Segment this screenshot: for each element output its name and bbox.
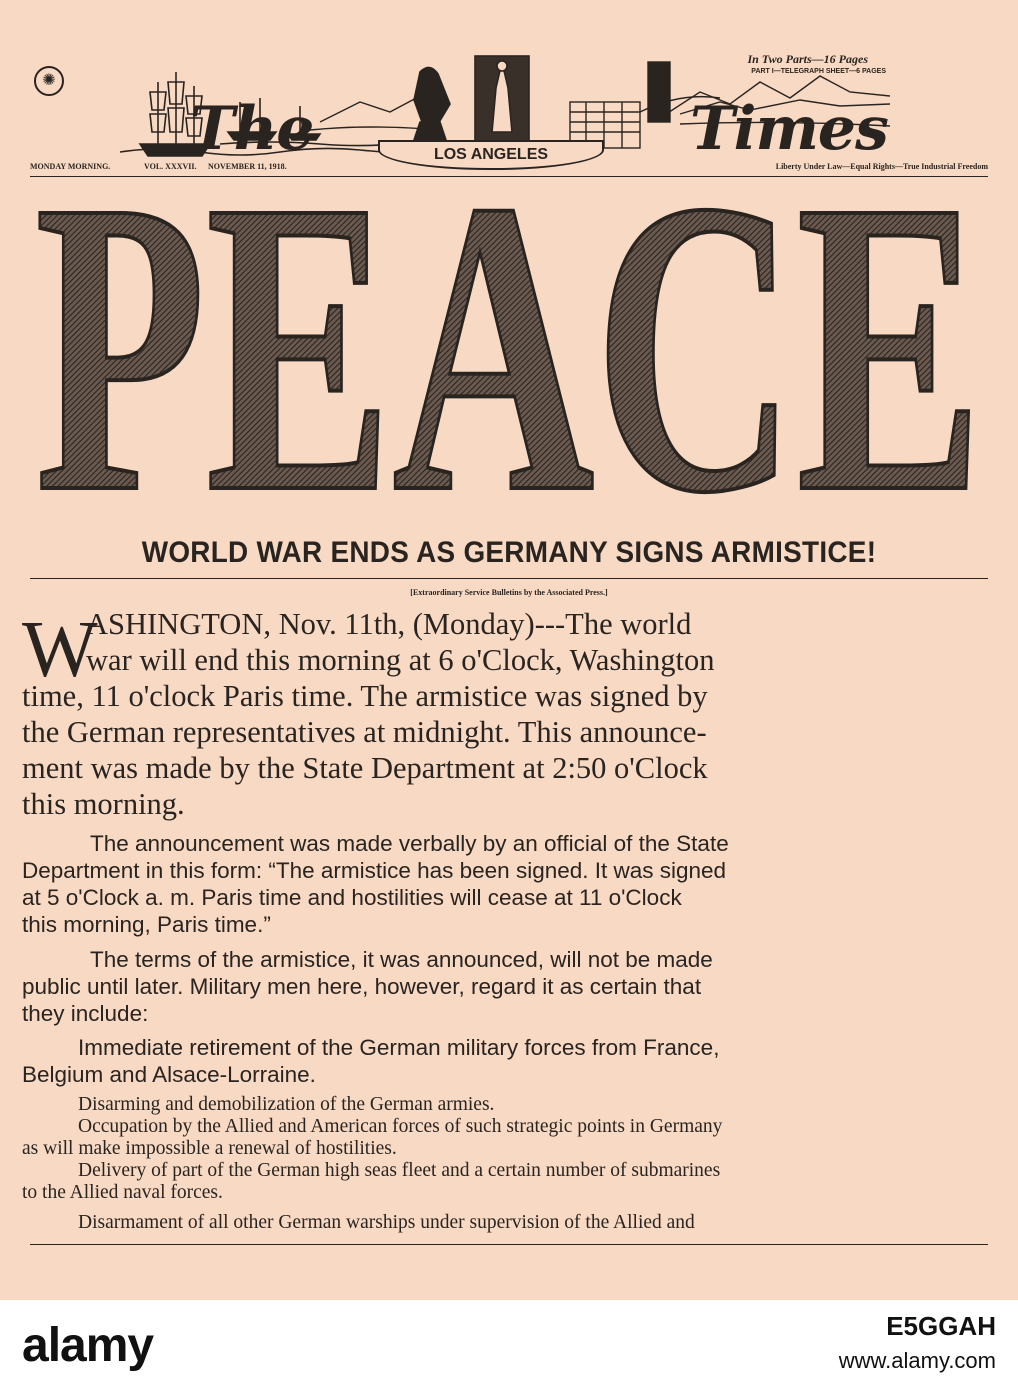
drop-cap: W	[22, 606, 98, 694]
lead-line: ment was made by the State Department at 2:50 o'Clock	[22, 751, 708, 785]
masthead-times: Times	[690, 94, 888, 164]
bottom-rule	[30, 1244, 988, 1245]
watermark-url: www.alamy.com	[838, 1348, 996, 1373]
body-line: this morning, Paris time.”	[22, 912, 271, 937]
lead-line: ASHINGTON, Nov. 11th, (Monday)---The world	[86, 607, 692, 641]
headline-peace: PEACE	[35, 176, 983, 536]
watermark-logo: alamy	[22, 1319, 154, 1372]
dateline-volume: VOL. XXXVII.	[144, 162, 197, 171]
lead-line: time, 11 o'clock Paris time. The armistice was signed by	[22, 679, 708, 713]
masthead-the: The	[190, 94, 314, 164]
dateline-date: NOVEMBER 11, 1918.	[208, 162, 287, 171]
dateline-day: MONDAY MORNING.	[30, 162, 111, 171]
parts-notice: In Two Parts—16 Pages	[747, 52, 868, 66]
body-line: The announcement was made verbally by an official of the State	[90, 831, 729, 856]
part-one-notice: PART I—TELEGRAPH SHEET—6 PAGES	[751, 68, 886, 75]
lead-line: this morning.	[22, 787, 185, 821]
body-line: The terms of the armistice, it was announced, will not be made	[90, 947, 713, 972]
body-line: they include:	[22, 1001, 149, 1026]
body-line: Belgium and Alsace-Lorraine.	[22, 1062, 316, 1087]
terms-item: Occupation by the Allied and American forces of such strategic points in Germany	[78, 1116, 723, 1137]
lead-line: the German representatives at midnight. This announce-	[22, 715, 707, 749]
body-line: Department in this form: “The armistice has been signed. It was signed	[22, 858, 727, 883]
subheadline: WORLD WAR ENDS AS GERMANY SIGNS ARMISTICE!	[141, 536, 877, 569]
body-line: public until later. Military men here, however, regard it as certain that	[22, 974, 702, 999]
dateline	[30, 162, 988, 176]
watermark-image-id: E5GGAH	[886, 1311, 996, 1341]
sun-emblem-icon: ✺	[34, 66, 64, 96]
body-line: at 5 o'Clock a. m. Paris time and hostilities will cease at 11 o'Clock	[22, 885, 682, 910]
body-line: Immediate retirement of the German military forces from France,	[78, 1035, 720, 1060]
terms-item: to the Allied naval forces.	[22, 1182, 223, 1203]
dateline-motto: Liberty Under Law—Equal Rights—True Industrial Freedom	[775, 162, 988, 171]
terms-item: Disarming and demobilization of the German armies.	[78, 1094, 495, 1115]
subhead-rule	[30, 578, 988, 579]
lead-line: war will end this morning at 6 o'Clock, Washington	[86, 643, 715, 677]
terms-item: as will make impossible a renewal of hostilities.	[22, 1138, 397, 1159]
terms-item: Disarmament of all other German warships under supervision of the Allied and	[78, 1212, 695, 1233]
masthead-city-banner: LOS ANGELES	[378, 140, 604, 170]
headline-banner	[28, 176, 990, 536]
terms-item: Delivery of part of the German high seas fleet and a certain number of submarines	[78, 1160, 721, 1181]
bulletin-credit: [Extraordinary Service Bulletins by the Associated Press.]	[410, 588, 608, 597]
